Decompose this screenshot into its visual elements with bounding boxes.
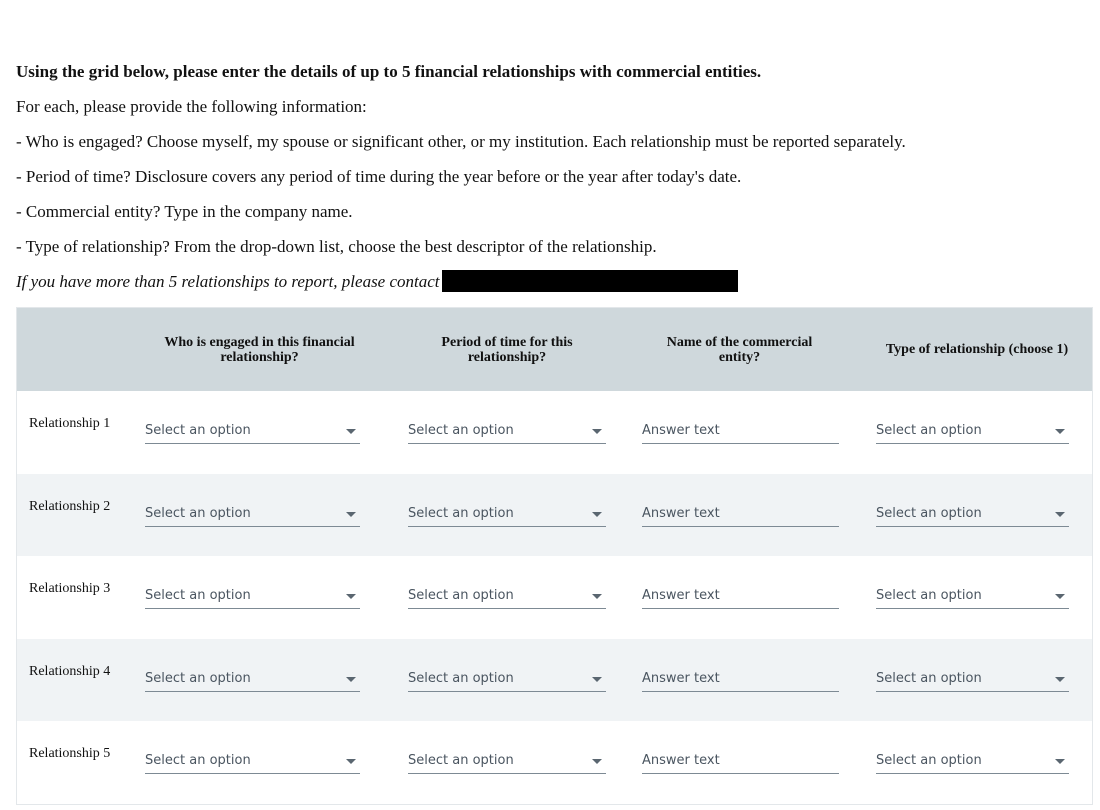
entity-input[interactable]: Answer text [642, 504, 839, 527]
period-select-value: Select an option [408, 670, 514, 686]
type-select[interactable] [876, 669, 1069, 692]
who-select[interactable] [145, 421, 360, 444]
instruction-line: - Commercial entity? Type in the company name. [16, 202, 353, 221]
who-select-value: Select an option [145, 588, 251, 604]
chevron-down-icon [346, 512, 356, 517]
type-select[interactable] [876, 751, 1069, 774]
period-select[interactable] [408, 504, 606, 527]
instruction-line: - Period of time? Disclosure covers any period of time during the year before or the year after today's date. [16, 167, 742, 186]
chevron-down-icon [1055, 512, 1065, 517]
column-header-entity: Name of the commercial entity? [666, 334, 813, 365]
table-row [17, 639, 1092, 722]
table-row [17, 474, 1092, 557]
who-select-value: Select an option [145, 505, 251, 521]
who-select[interactable] [145, 504, 360, 527]
row-label: Relationship 2 [29, 498, 111, 514]
contact-line [16, 270, 906, 305]
instructions [16, 60, 906, 305]
who-select-value: Select an option [145, 670, 251, 686]
row-label: Relationship 5 [29, 746, 111, 762]
who-select[interactable] [145, 586, 360, 609]
table-row [17, 721, 1092, 804]
chevron-down-icon [592, 677, 602, 682]
instruction-line: For each, please provide the following information: [16, 97, 367, 116]
row-label: Relationship 3 [29, 581, 111, 597]
type-select-value: Select an option [876, 588, 982, 604]
chevron-down-icon [592, 759, 602, 764]
chevron-down-icon [346, 677, 356, 682]
who-select[interactable] [145, 751, 360, 774]
type-select-value: Select an option [876, 505, 982, 521]
period-select-value: Select an option [408, 423, 514, 438]
who-select-value: Select an option [145, 423, 251, 438]
contact-text: If you have more than 5 relationships to report, please contact [16, 272, 440, 291]
chevron-down-icon [1055, 677, 1065, 682]
row-label: Relationship 1 [29, 416, 111, 431]
type-select[interactable] [876, 421, 1069, 444]
period-select[interactable] [408, 669, 606, 692]
column-header-who: Who is engaged in this financial relationship? [164, 334, 355, 365]
chevron-down-icon [1055, 429, 1065, 434]
instructions-heading: Using the grid below, please enter the details of up to 5 financial relationships with commercial entities. [16, 62, 762, 81]
type-select[interactable] [876, 504, 1069, 527]
who-select[interactable] [145, 669, 360, 692]
column-header-period: Period of time for this relationship? [441, 334, 573, 365]
period-select-value: Select an option [408, 588, 514, 604]
table-row [17, 391, 1092, 474]
entity-input[interactable]: Answer text [642, 669, 839, 692]
period-select-value: Select an option [408, 753, 514, 769]
who-select-value: Select an option [145, 753, 251, 769]
type-select-value: Select an option [876, 670, 982, 686]
instruction-line: - Who is engaged? Choose myself, my spouse or significant other, or my institution. Each relationship must be reported separately. [16, 132, 906, 151]
chevron-down-icon [1055, 594, 1065, 599]
type-select-value: Select an option [876, 753, 982, 769]
entity-input[interactable]: Answer text [642, 586, 839, 609]
period-select[interactable] [408, 751, 606, 774]
chevron-down-icon [346, 429, 356, 434]
chevron-down-icon [592, 594, 602, 599]
chevron-down-icon [346, 594, 356, 599]
chevron-down-icon [592, 512, 602, 517]
table-row [17, 556, 1092, 639]
period-select[interactable] [408, 586, 606, 609]
period-select-value: Select an option [408, 505, 514, 521]
grid-header [17, 308, 1092, 391]
type-select[interactable] [876, 586, 1069, 609]
relationships-grid [16, 307, 1093, 805]
redacted-contact [442, 270, 738, 292]
chevron-down-icon [592, 429, 602, 434]
type-select-value: Select an option [876, 423, 982, 438]
row-label: Relationship 4 [29, 663, 111, 679]
chevron-down-icon [346, 759, 356, 764]
entity-input[interactable]: Answer text [642, 751, 839, 774]
entity-input[interactable]: Answer text [642, 421, 839, 444]
instruction-line: - Type of relationship? From the drop-down list, choose the best descriptor of the relationship. [16, 237, 657, 256]
period-select[interactable] [408, 421, 606, 444]
column-header-type: Type of relationship (choose 1) [885, 342, 1069, 357]
chevron-down-icon [1055, 759, 1065, 764]
